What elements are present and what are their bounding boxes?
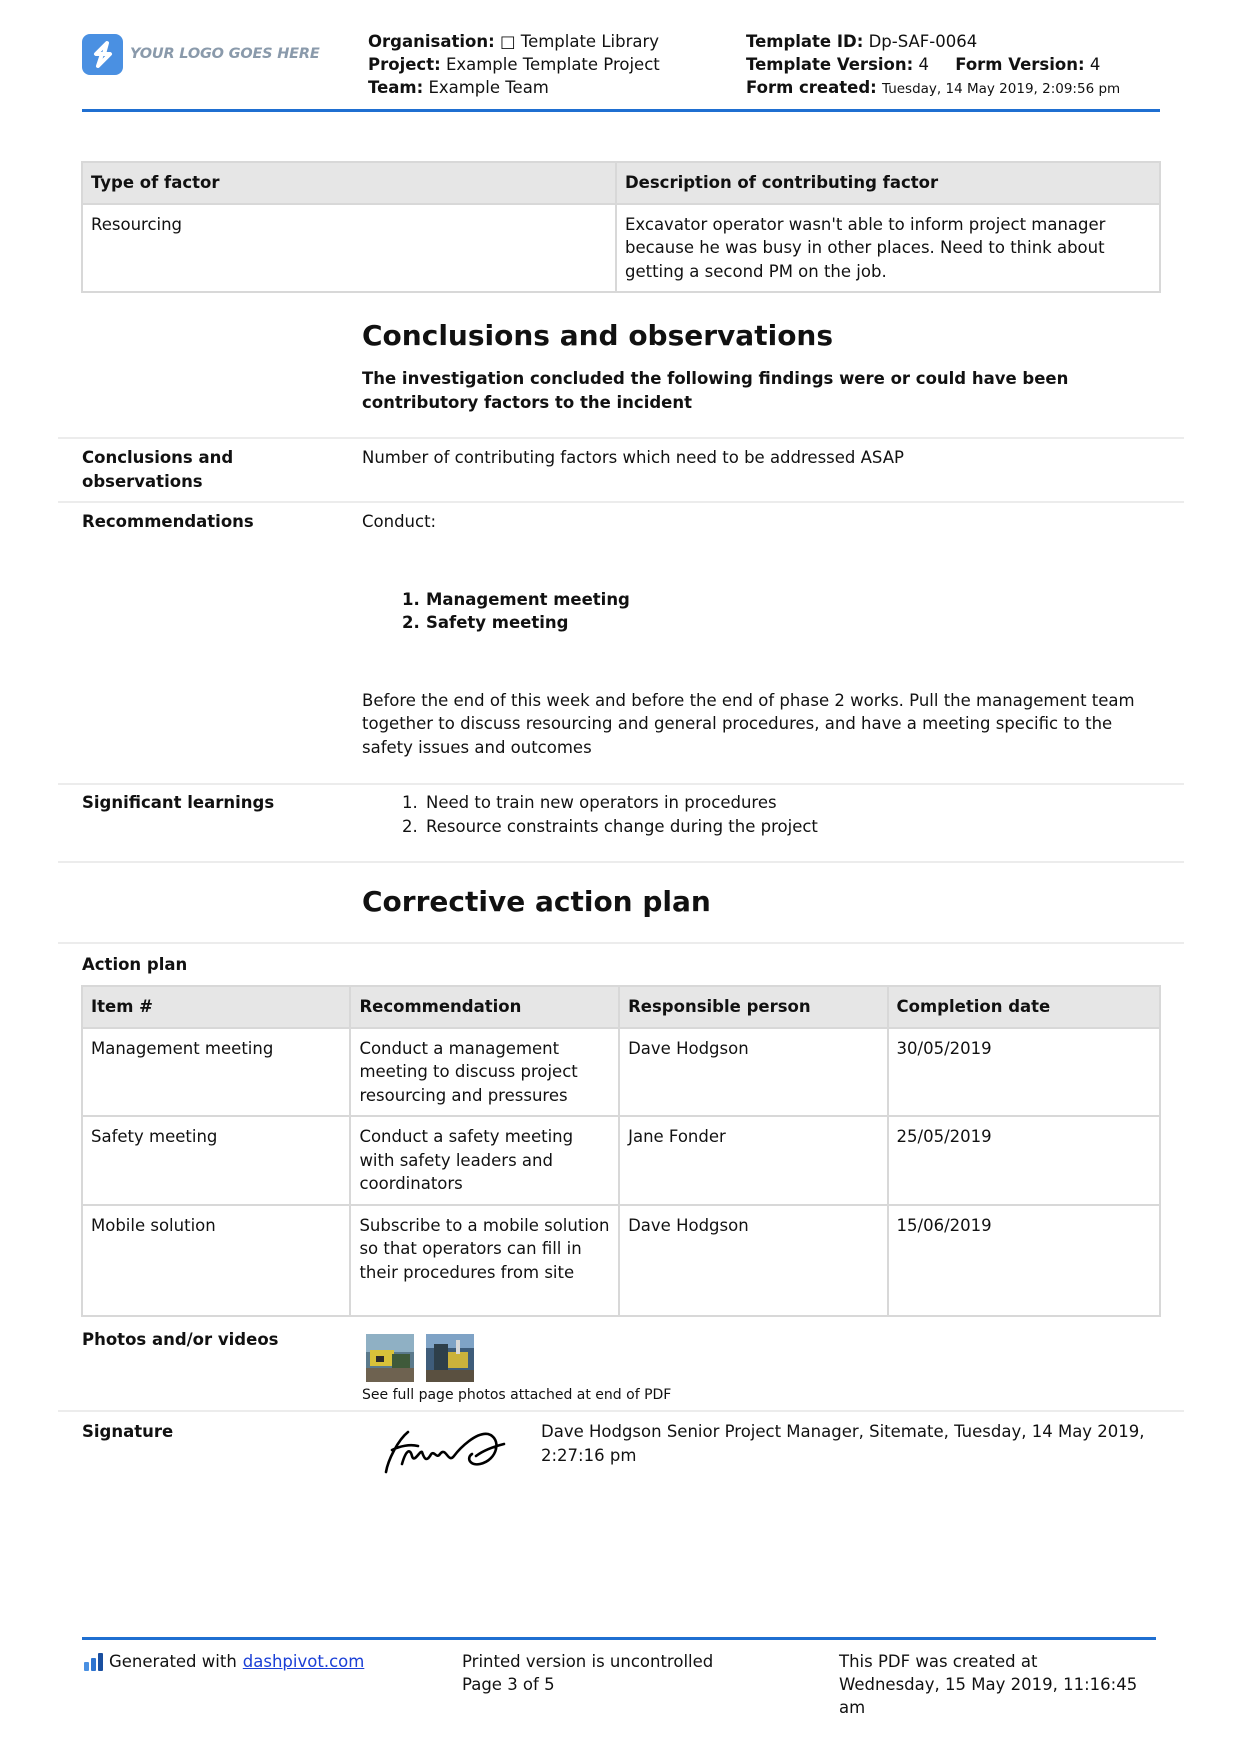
- table-cell: Management meeting: [82, 1028, 350, 1117]
- logo-text: YOUR LOGO GOES HERE: [130, 46, 320, 63]
- conclusions-label: Conclusions and observations: [82, 448, 234, 491]
- footer-divider: [82, 1637, 1156, 1640]
- template-id-value: Dp-SAF-0064: [868, 32, 978, 51]
- project-value: Example Template Project: [445, 55, 660, 74]
- column-header: Completion date: [888, 986, 1160, 1028]
- table-row: [82, 204, 1160, 293]
- list-item: 2. Safety meeting: [402, 613, 569, 632]
- action-plan-table: [81, 985, 1161, 1317]
- divider: [58, 1410, 1184, 1412]
- team-value: Example Team: [428, 78, 549, 97]
- generated-text: Generated with: [109, 1652, 237, 1671]
- photo-thumbnail[interactable]: [426, 1334, 474, 1382]
- table-cell: Safety meeting: [82, 1116, 350, 1205]
- list-item: 1. Management meeting: [402, 589, 630, 609]
- table-cell: 30/05/2019: [888, 1028, 1160, 1117]
- photo-gallery: [366, 1334, 474, 1382]
- divider: [58, 437, 1184, 439]
- table-cell: Conduct a management meeting to discuss project resourcing and pressures: [350, 1028, 619, 1117]
- list-item: 2. Resource constraints change during the project: [402, 816, 818, 836]
- recommendations-value: [362, 510, 1152, 759]
- form-created-value: Tuesday, 14 May 2019, 2:09:56 pm: [882, 81, 1121, 97]
- form-created-label: Form created:: [746, 78, 877, 97]
- column-header: Responsible person: [619, 986, 887, 1028]
- table-cell: 15/06/2019: [888, 1205, 1160, 1316]
- page-number: Page 3 of 5: [462, 1675, 555, 1694]
- photo-note: See full page photos attached at end of PDF: [362, 1387, 672, 1403]
- footer-generated: [84, 1650, 364, 1673]
- table-cell: 25/05/2019: [888, 1116, 1160, 1205]
- photos-label: Photos and/or videos: [82, 1330, 279, 1349]
- list-item: 1. Need to train new operators in procedures: [402, 793, 777, 812]
- contributing-factor-table: [81, 161, 1161, 293]
- logo-icon: [82, 34, 123, 75]
- divider: [58, 942, 1184, 944]
- header-project-info: [368, 30, 660, 99]
- photo-thumbnail[interactable]: [366, 1334, 414, 1382]
- table-cell: Excavator operator wasn't able to inform project manager because he was busy in other places. Need to think about getting a second PM on the job.: [616, 204, 1160, 293]
- table-cell: Dave Hodgson: [619, 1205, 887, 1316]
- column-header: Type of factor: [82, 162, 616, 204]
- learnings-label: Significant learnings: [82, 793, 275, 812]
- footer-print-info: [462, 1650, 713, 1696]
- signature-label: Signature: [82, 1422, 174, 1441]
- signature-details: Dave Hodgson Senior Project Manager, Sitemate, Tuesday, 14 May 2019, 2:27:16 pm: [541, 1422, 1145, 1465]
- recommendations-detail: Before the end of this week and before the end of phase 2 works. Pull the management team together to discuss resourcing and general procedures, and have a meeting specific to the safety issues and outcomes: [362, 690, 1135, 757]
- signature-image: [380, 1420, 510, 1484]
- organisation-label: Organisation:: [368, 32, 495, 51]
- table-cell: Subscribe to a mobile solution so that operators can fill in their procedures from site: [350, 1205, 619, 1316]
- dashpivot-icon: [84, 1653, 103, 1671]
- table-cell: Dave Hodgson: [619, 1028, 887, 1117]
- header-template-info: [746, 30, 1120, 101]
- conclusions-value: Number of contributing factors which need to be addressed ASAP: [362, 448, 904, 467]
- action-plan-label: Action plan: [82, 955, 188, 974]
- page-header: [82, 28, 1160, 112]
- table-cell: Resourcing: [82, 204, 616, 293]
- divider: [58, 783, 1184, 785]
- template-id-label: Template ID:: [746, 32, 864, 51]
- form-version-label: Form Version:: [955, 55, 1085, 74]
- table-header-row: [82, 162, 1160, 204]
- learnings-list: [362, 791, 1152, 838]
- table-row: [82, 1116, 1160, 1205]
- table-cell: Mobile solution: [82, 1205, 350, 1316]
- conclusions-subheading: The investigation concluded the following findings were or could have been contributory factors to the incident: [362, 369, 1069, 412]
- company-logo: [82, 34, 320, 75]
- organisation-value: □ Template Library: [499, 32, 660, 51]
- table-row: [82, 1205, 1160, 1316]
- form-version-value: 4: [1089, 55, 1101, 74]
- table-cell: Jane Fonder: [619, 1116, 887, 1205]
- created-label: This PDF was created at: [839, 1652, 1038, 1671]
- dashpivot-link[interactable]: dashpivot.com: [242, 1652, 365, 1671]
- template-version-value: 4: [918, 55, 929, 74]
- recommendations-label: Recommendations: [82, 512, 254, 531]
- uncontrolled-notice: Printed version is uncontrolled: [462, 1652, 714, 1671]
- conclusions-heading: Conclusions and observations: [362, 319, 834, 352]
- column-header: Item #: [82, 986, 350, 1028]
- column-header: Description of contributing factor: [616, 162, 1160, 204]
- team-label: Team:: [368, 78, 424, 97]
- recommendations-list: [362, 588, 1152, 635]
- column-header: Recommendation: [350, 986, 619, 1028]
- created-timestamp: Wednesday, 15 May 2019, 11:16:45 am: [839, 1675, 1138, 1717]
- table-row: [82, 1028, 1160, 1117]
- learnings-value: [362, 791, 1152, 838]
- template-version-label: Template Version:: [746, 55, 914, 74]
- table-header-row: [82, 986, 1160, 1028]
- corrective-heading: Corrective action plan: [362, 885, 711, 918]
- divider: [58, 861, 1184, 863]
- project-label: Project:: [368, 55, 441, 74]
- footer-created: [839, 1650, 1159, 1719]
- table-cell: Conduct a safety meeting with safety leaders and coordinators: [350, 1116, 619, 1205]
- divider: [58, 501, 1184, 503]
- recommendations-intro: Conduct:: [362, 512, 437, 531]
